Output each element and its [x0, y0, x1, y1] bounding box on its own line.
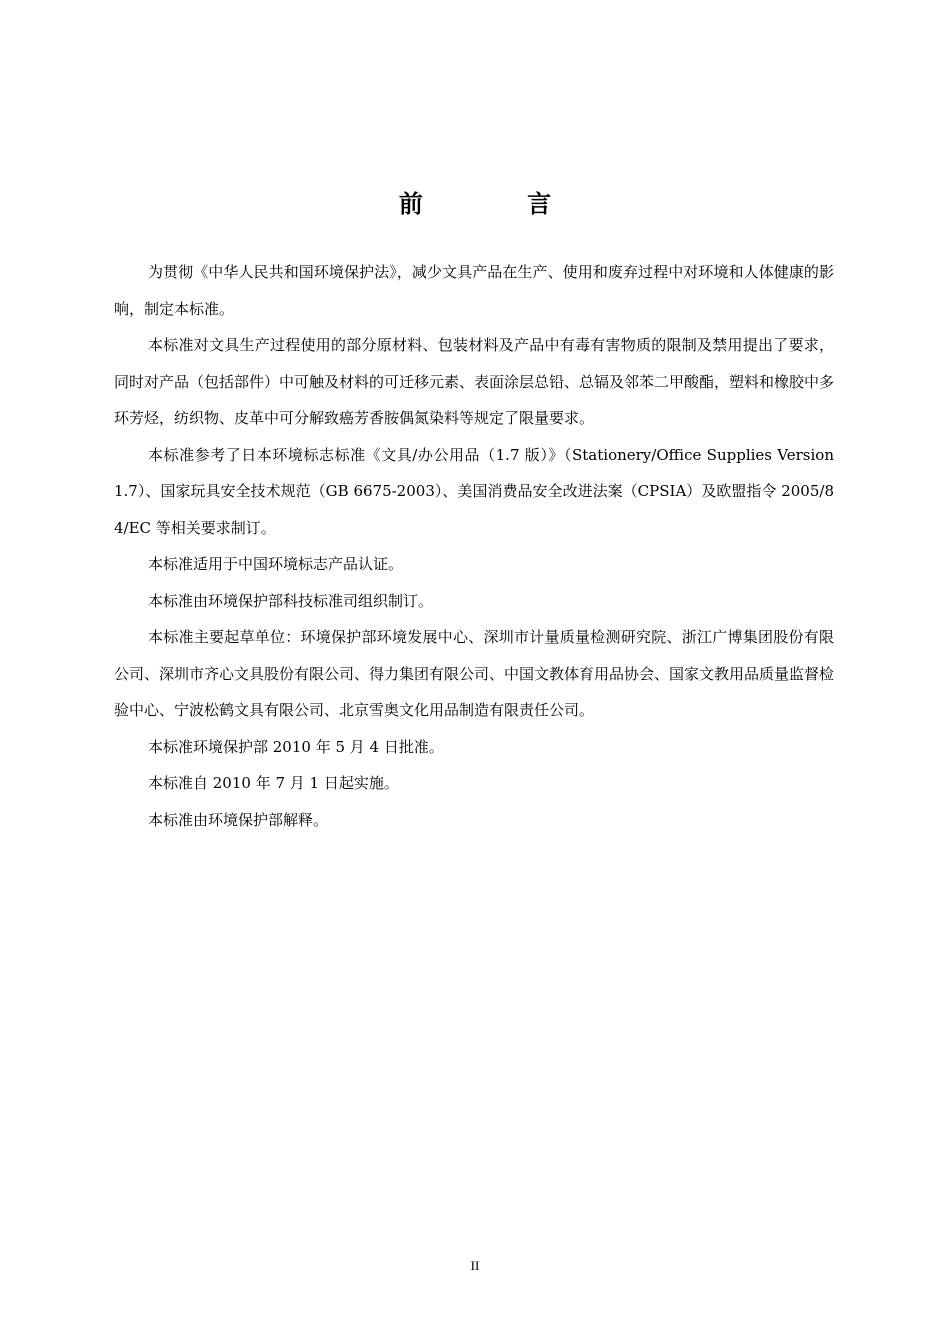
paragraph-scope: 本标准适用于中国环境标志产品认证。 — [148, 555, 404, 573]
paragraph-drafters: 本标准主要起草单位：环境保护部环境发展中心、深圳市计量质量检测研究院、浙江广博集团股份有限公司、深圳市齐心文具股份有限公司、得力集团有限公司、中国文教体育用品协会、国家文教用品质量监督检验中心、宁波松鹤文具有限公司、北京雪奥文化用品制造有限责任公司。 — [114, 628, 835, 719]
paragraph-organizer: 本标准由环境保护部科技标准司组织制订。 — [148, 591, 434, 610]
paragraph-effective-date: 本标准自 2010 年 7 月 1 日起实施。 — [148, 774, 399, 792]
page-number: II — [470, 1258, 480, 1273]
paragraph-interpretation: 本标准由环境保护部解释。 — [148, 810, 329, 829]
foreword-body — [114, 254, 834, 838]
paragraph-approval: 本标准环境保护部 2010 年 5 月 4 日批准。 — [148, 737, 444, 756]
paragraph-requirements: 本标准对文具生产过程使用的部分原材料、包装材料及产品中有毒有害物质的限制及禁用提出了要求，同时对产品（包括部件）中可触及材料的可迁移元素、表面涂层总铅、总镉及邻苯二甲酸酯，塑料和橡胶中多环芳烃，纺织物、皮革中可分解致癌芳香胺偶氮染料等规定了限量要求。 — [114, 336, 835, 427]
paragraph-references: 本标准参考了日本环境标志标准《文具/办公用品（1.7 版）》（Stationery/Office Supplies Version 1.7）、国家玩具安全技术规范（GB 6675-2003）、美国消费品安全改进法案（CPSIA）及欧盟指令 2005/84/EC 等相关要求制订。 — [114, 445, 834, 537]
paragraph-purpose: 为贯彻《中华人民共和国环境保护法》，减少文具产品在生产、使用和废弃过程中对环境和人体健康的影响，制定本标准。 — [114, 263, 834, 318]
page-title: 前 言 — [398, 190, 600, 218]
